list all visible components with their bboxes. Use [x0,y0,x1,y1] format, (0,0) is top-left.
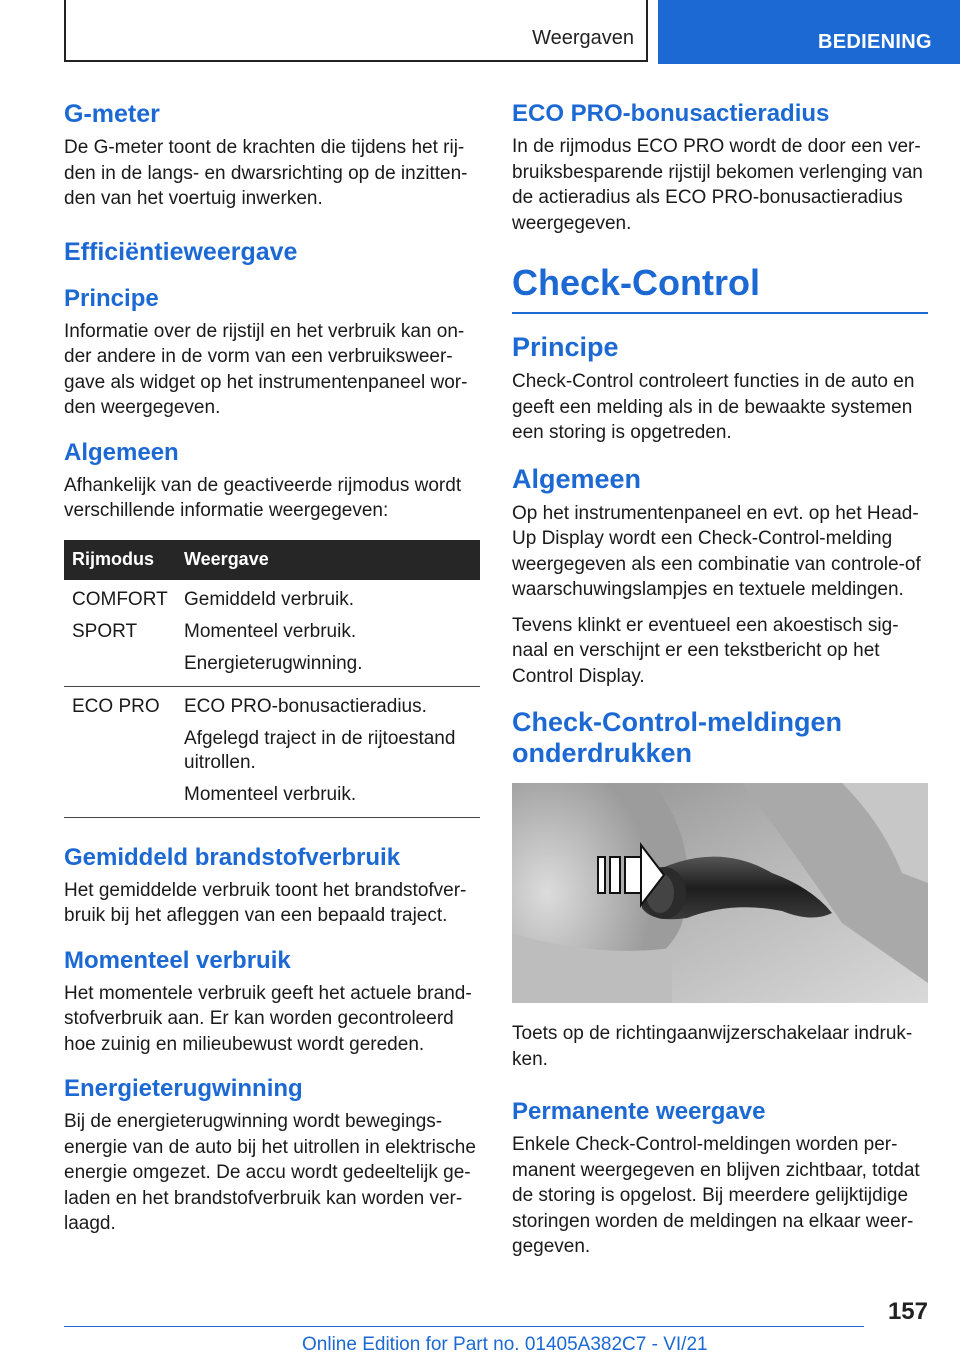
suppress-heading-line-1: Check-Control-meldingen [512,707,843,737]
table-cell-displays [176,686,480,817]
mode-label: ECO PRO [72,695,160,717]
algemeen-text-left: Afhankelijk van de geactiveerde rijmodus wordt verschillende informatie weergegeven: [64,474,462,521]
table-header-mode: Rijmodus [64,540,176,580]
mode-label: SPORT [72,620,138,642]
current-consumption-text: Het momentele verbruik geeft het actuele brand-stofverbruik aan. Er kan worden gecontroleerd hoe zuinig en milieubewust wordt gereden. [64,982,472,1055]
page-header [0,0,960,66]
table-row [64,686,480,817]
principe-heading-left: Principe [64,284,159,312]
header-section-title: Weergaven [532,27,634,49]
drive-mode-table [64,540,480,818]
table-cell-modes [64,686,176,817]
footer-divider [64,1326,864,1327]
display-label: ECO PRO-bonusactieradius. [184,695,427,717]
mode-label: COMFORT [72,588,168,610]
current-consumption-heading: Momenteel verbruik [64,946,291,974]
header-chapter-box [658,0,960,64]
page-number: 157 [887,1298,928,1325]
table-cell-modes [64,580,176,687]
algemeen-text-right-1: Op het instrumentenpaneel en evt. op het Head-Up Display wordt een Check-Control-melding weergegeven als een combinatie van controle-of waarschuwingslampjes en textuele meldingen. [512,502,921,600]
display-label: Momenteel verbruik. [184,783,357,805]
left-column [64,100,480,1237]
principe-heading-right: Principe [512,332,619,362]
turn-signal-stalk-photo [512,783,928,1003]
algemeen-heading-left: Algemeen [64,438,179,466]
display-label: Afgelegd traject in de rijtoestand uitrollen. [184,727,456,773]
permanent-display-text: Enkele Check-Control-meldingen worden per-manent weergegeven en blijven zichtbaar, totdat de storing is opgelost. Bij meerdere gelijktijdige storingen worden de meldingen na elkaar weer-gegeven. [512,1134,920,1257]
algemeen-text-right-2: Tevens klinkt er eventueel een akoestisch sig-naal en verschijnt er een tekstbericht op het Control Display. [512,614,899,687]
table-header-display: Weergave [176,540,480,580]
table-cell-displays [176,580,480,687]
check-control-heading: Check-Control [512,262,928,314]
energy-recovery-heading: Energieterugwinning [64,1075,303,1102]
suppress-heading-line-2: onderdrukken [512,738,693,768]
edition-footer: Online Edition for Part no. 01405A382C7 - VI/21 [302,1334,708,1355]
gmeter-text: De G-meter toont de krachten die tijdens het rij-den in de langs- en dwarsrichting op de inzitten-den van het voertuig inwerken. [64,137,468,209]
algemeen-heading-right: Algemeen [512,463,642,494]
eco-pro-text: In de rijmodus ECO PRO wordt de door een ver-bruiksbesparende rijstijl bekomen verlenging van de actieradius als ECO PRO-bonusactieradius weergegeven. [512,136,923,234]
display-label: Momenteel verbruik. [184,620,357,642]
permanent-display-heading: Permanente weergave [512,1098,766,1125]
table-header-row [64,540,480,580]
display-label: Energieterugwinning. [184,652,363,674]
photo-caption: Toets op de richtingaanwijzerschakelaar indruk-ken. [512,1023,913,1070]
principe-text-right: Check-Control controleert functies in de auto en geeft een melding als in de bewaakte systemen een storing is opgetreden. [512,371,915,443]
right-column [512,100,928,1260]
table-row [64,580,480,687]
average-consumption-heading: Gemiddeld brandstofverbruik [64,843,401,871]
efficiency-heading: Efficiëntieweergave [64,237,298,266]
suppress-messages-heading [512,707,928,769]
average-consumption-text: Het gemiddelde verbruik toont het brandstofver-bruik bij het afleggen van een bepaald traject. [64,879,467,926]
eco-pro-heading: ECO PRO-bonusactieradius [512,100,830,127]
header-chapter-title: BEDIENING [818,31,932,53]
display-label: Gemiddeld verbruik. [184,588,355,610]
energy-recovery-text: Bij de energieterugwinning wordt bewegings-energie van de auto bij het uitrollen in elektrische energie omgezet. De accu wordt gedeeltelijk ge-laden en het brandstofverbruik kan worden ver-laagd. [64,1111,476,1234]
header-section-box [64,0,648,62]
gmeter-heading: G-meter [64,100,160,128]
principe-text-left: Informatie over de rijstijl en het verbruik kan on-der andere in de vorm van een verbruiksweer-gave als widget op het instrumentenpaneel wor-den weergegeven. [64,320,468,418]
